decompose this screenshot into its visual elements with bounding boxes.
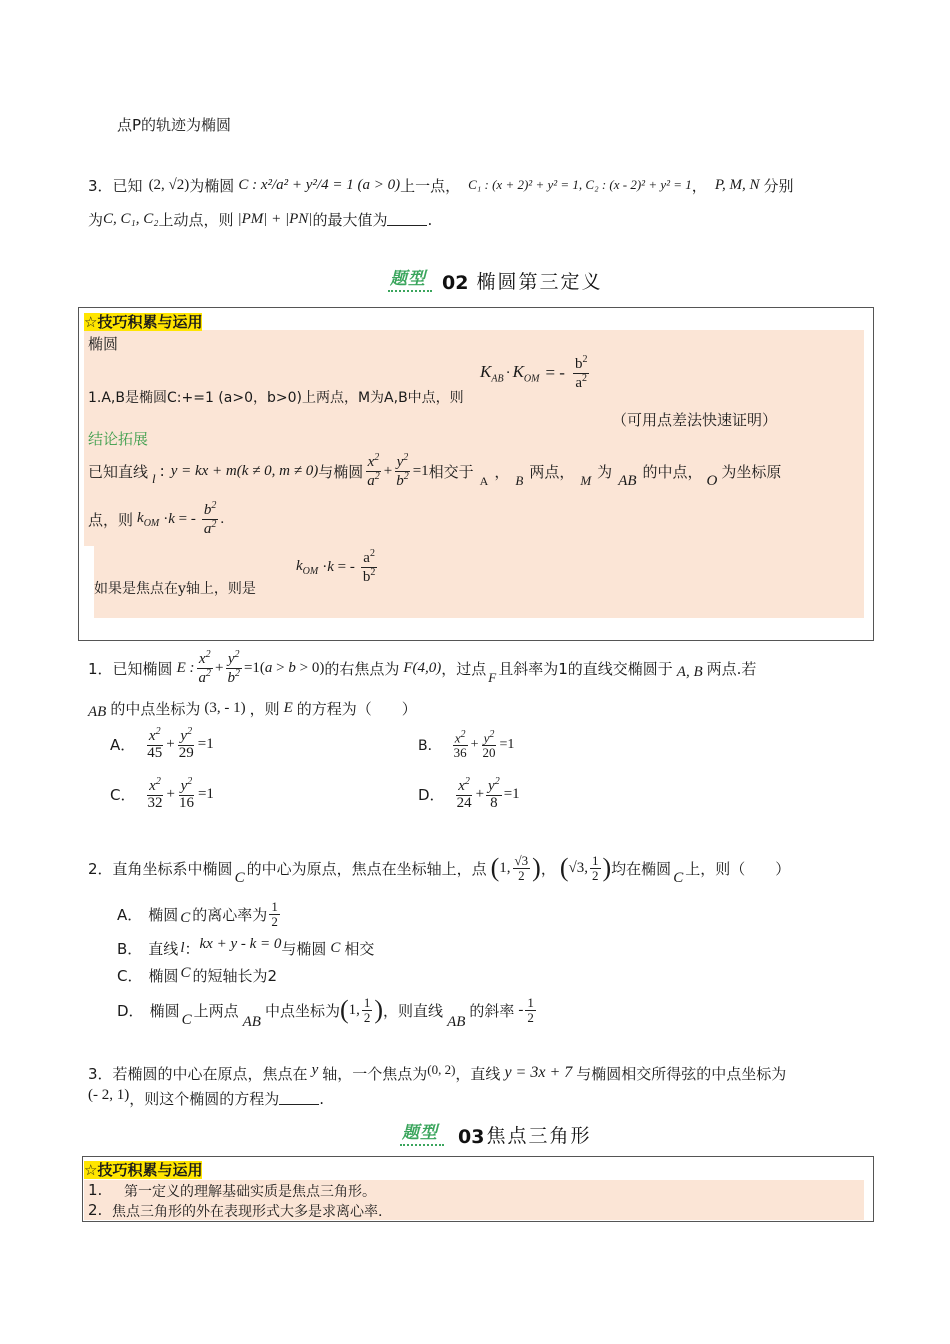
text: 上一点， xyxy=(400,176,461,195)
math-AB: AB xyxy=(88,703,107,720)
text: 椭圆 xyxy=(149,1001,180,1020)
question-2-line1: 2． 直角坐标系中椭圆 C 的中心为原点，焦点在坐标轴上，点 ( 1, $\frac{√3}{2}$ ) ， ( √3, $\frac{1}{2}$ ) 均在椭圆 C 上，则（ ） xyxy=(88,852,791,886)
text: 轴，一个焦点为 xyxy=(322,1064,428,1083)
math-M: M xyxy=(580,473,592,488)
answer-blank[interactable] xyxy=(279,1092,319,1105)
math-C: C xyxy=(180,965,191,981)
math-frac: $\frac{y^2}{b^2}$ xyxy=(227,648,240,686)
section-number: 02 xyxy=(442,272,469,294)
question-3-line1 xyxy=(88,1060,786,1086)
math-F: F(4,0) xyxy=(403,659,442,676)
section-text: 焦点三角形 xyxy=(486,1125,592,1147)
text: . xyxy=(427,210,433,229)
text: 且斜率为1的直线交椭圆于 xyxy=(498,659,673,678)
formula-kab-kom: $K_{AB}$ · $K_{OM}$ = - $\frac{b^2}{a^2}$ xyxy=(480,354,588,391)
text: ，直线 xyxy=(455,1064,501,1083)
question-number: 1． xyxy=(88,659,113,678)
item-number: 2. xyxy=(88,1201,103,1219)
text: 已知直线 xyxy=(88,462,149,481)
option-c[interactable]: C． $\frac{x^2}{32}$ + $\frac{y^2}{16}$ =1 xyxy=(110,776,214,811)
option-d[interactable]: D． $\frac{x^2}{24}$ + $\frac{y^2}{8}$ =1 xyxy=(418,776,520,811)
tips-heading xyxy=(84,311,202,332)
section-badge xyxy=(400,1118,450,1148)
text: 与椭圆 xyxy=(318,462,364,481)
text: ， xyxy=(691,176,707,195)
text: ， xyxy=(540,859,556,878)
math-F: F xyxy=(488,670,497,685)
text-line-top xyxy=(117,114,231,135)
text: 上，则（ ） xyxy=(685,859,791,878)
tips-line-4: 点，则 $k_{OM}$ ·k = - $\frac{b^2}{a^2}$ . xyxy=(88,499,225,537)
section-number: 03 xyxy=(458,1126,485,1148)
text: 上动点，则 xyxy=(158,211,234,229)
badge-underline xyxy=(400,1144,444,1146)
option-b[interactable] xyxy=(117,938,374,959)
answer-blank[interactable] xyxy=(387,213,427,226)
tips-heading xyxy=(84,1159,202,1180)
tips-note xyxy=(612,409,777,430)
math-line: y = 3x + 7 xyxy=(504,1064,573,1081)
question-number: 3． xyxy=(88,1064,113,1083)
math-point: (2, √2) xyxy=(148,176,190,193)
tips-item-2 xyxy=(88,1201,382,1221)
tips-line-3: 已知直线 l : y = kx + m(k ≠ 0, m ≠ 0) 与椭圆 $\frac{x^2}{a^2}$ + $\frac{y^2}{b^2}$ =1 相交于 A ， B 两点， M 为 AB 的中点， O 为坐标原 xyxy=(88,451,782,489)
math-C: C xyxy=(234,869,245,886)
section-text: 椭圆第三定义 xyxy=(476,271,603,293)
text: 两点， xyxy=(529,462,575,481)
text: 椭圆 xyxy=(148,967,179,985)
question-number: 3． xyxy=(88,176,113,195)
option-d[interactable]: D． 椭圆 C 上两点 AB 中点坐标为 ( 1, $\frac{1}{2}$ ) ，则直线 AB 的斜率 - $\frac{1}{2}$ xyxy=(117,994,534,1030)
text: 点P的轨迹为椭圆 xyxy=(117,116,232,134)
text: 与椭圆相交所得弦的中点坐标为 xyxy=(576,1064,787,1083)
text: 的中点坐标为 xyxy=(110,699,201,718)
math-y: y xyxy=(311,1061,319,1078)
math-line: kx + y - k = 0 xyxy=(199,936,282,952)
text: 的斜率 xyxy=(469,1001,515,1020)
math-point: (3, - 1) xyxy=(204,699,246,716)
text: 为 xyxy=(597,462,613,481)
math-C: C xyxy=(181,1011,192,1028)
tips-line xyxy=(88,333,118,354)
badge-underline xyxy=(388,290,432,292)
option-label: B． xyxy=(117,940,143,958)
text: 直线 xyxy=(148,940,179,958)
text: 的离心率为 xyxy=(192,905,268,924)
math-ellipse: C : x²/a² + y²/4 = 1 (a > 0) xyxy=(238,176,401,193)
badge-text: 题型 xyxy=(390,269,426,289)
math-circles: C₁ : (x + 2)² + y² = 1, C₂ : (x - 2)² + y² = 1 xyxy=(468,177,692,192)
math-B: B xyxy=(515,473,524,488)
text: 已知 xyxy=(112,176,143,195)
question-number: 2． xyxy=(88,859,113,878)
math-C: C xyxy=(673,869,684,886)
math-frac: $\frac{x^2}{a^2}$ xyxy=(367,451,380,489)
text: ： xyxy=(184,940,200,958)
text: 为 xyxy=(88,211,104,229)
text: 中点坐标为 xyxy=(264,1001,340,1020)
text: 椭圆 xyxy=(148,905,179,924)
option-label: B． xyxy=(418,737,442,754)
math-C: C xyxy=(330,940,341,956)
option-label: C． xyxy=(110,785,136,804)
math-l: l xyxy=(152,471,156,486)
conclusion-extension xyxy=(88,428,148,449)
question-1-line2 xyxy=(88,694,417,722)
math-frac: $\frac{x^2}{a^2}$ xyxy=(198,648,211,686)
option-a[interactable]: A． 椭圆 C 的离心率为 $\frac{1}{2}$ xyxy=(117,899,278,929)
text: 上两点 xyxy=(193,1001,239,1020)
tips-line xyxy=(88,387,464,407)
highlight-heading: ☆技巧积累与运用 xyxy=(84,1161,203,1179)
math-AB: AB xyxy=(618,472,637,489)
tips-line-5 xyxy=(94,578,256,598)
math-A: A xyxy=(479,473,489,488)
option-label: A． xyxy=(110,735,136,754)
badge-text: 题型 xyxy=(402,1123,438,1143)
question-3-prev-line1 xyxy=(88,170,794,200)
text: 焦点三角形的外在表现形式大多是求离心率. xyxy=(112,1204,383,1220)
text: 为坐标原 xyxy=(721,462,782,481)
math-O: O xyxy=(706,472,718,489)
section-title-03 xyxy=(400,1118,591,1148)
item-number: 1. xyxy=(88,1181,103,1199)
math-point: (- 2, 1) xyxy=(88,1087,130,1103)
math-sets: C, C₁, C₂ xyxy=(103,211,159,227)
text: 分别 xyxy=(763,176,794,195)
text: 第一定义的理解基础实质是焦点三角形。 xyxy=(124,1184,376,1200)
tips-item-1 xyxy=(88,1181,376,1201)
option-a[interactable]: A． $\frac{x^2}{45}$ + $\frac{y^2}{29}$ =1 xyxy=(110,726,214,761)
option-c[interactable] xyxy=(117,965,277,986)
option-b[interactable]: B． $\frac{x^2}{36}$ + $\frac{y^2}{20}$ =1 xyxy=(418,729,515,760)
text: ， xyxy=(494,462,510,481)
text: 均在椭圆 xyxy=(611,859,672,878)
text: 为椭圆 xyxy=(189,176,235,195)
text: 已知椭圆 xyxy=(112,659,173,678)
math-C: C xyxy=(180,909,191,926)
formula-y-axis: $k_{OM}$ ·k = - $\frac{a^2}{b^2}$ xyxy=(296,548,376,585)
text: 相交 xyxy=(344,940,375,958)
math-AB: AB xyxy=(447,1013,466,1030)
math-frac: $\frac{y^2}{b^2}$ xyxy=(396,451,409,489)
math-expr: |PM| + |PN| xyxy=(237,211,313,227)
text: 若椭圆的中心在原点，焦点在 xyxy=(112,1064,308,1083)
text: 的方程为（ ） xyxy=(296,699,417,718)
math-line: y = kx + m(k ≠ 0, m ≠ 0) xyxy=(170,462,319,479)
question-3-prev-line2 xyxy=(88,209,432,230)
text: ，过点 xyxy=(441,659,487,678)
text: 与椭圆 xyxy=(281,940,327,958)
text: （可用点差法快速证明） xyxy=(612,411,778,429)
option-label: D． xyxy=(117,1001,144,1020)
text: 的短轴长为2 xyxy=(192,967,278,985)
question-3-line2 xyxy=(88,1088,324,1109)
text: 结论拓展 xyxy=(88,430,149,448)
text: 点，则 xyxy=(88,510,134,529)
option-label: A． xyxy=(117,905,143,924)
text: 两点.若 xyxy=(706,659,757,678)
text: 的右焦点为 xyxy=(324,659,400,678)
text: 的最大值为 xyxy=(312,211,388,229)
text: 直角坐标系中椭圆 xyxy=(112,859,233,878)
math-frac: $\frac{a^2}{b^2}$ xyxy=(362,548,376,585)
math-frac: $\frac{b^2}{a^2}$ xyxy=(203,499,217,537)
math-AB: AB xyxy=(242,1013,261,1030)
section-title-02 xyxy=(388,264,602,294)
text: ，则 xyxy=(249,699,280,718)
option-label: C． xyxy=(117,967,143,985)
text: 椭圆 xyxy=(88,335,119,353)
math-AB: A, B xyxy=(676,663,703,680)
text: 相交于 xyxy=(428,462,474,481)
text: 的中点， xyxy=(642,462,703,481)
text: 的中心为原点，焦点在坐标轴上，点 xyxy=(246,859,487,878)
math-l: l xyxy=(180,940,185,956)
text: ，则直线 xyxy=(383,1001,444,1020)
math-points: P, M, N xyxy=(714,176,760,193)
section-badge xyxy=(388,264,438,294)
math-E: E xyxy=(283,699,293,716)
option-label: D． xyxy=(418,785,445,804)
math-point: (0, 2) xyxy=(427,1062,456,1077)
text: . xyxy=(319,1089,325,1108)
question-1-line1: 1． 已知椭圆 E : $\frac{x^2}{a^2}$ + $\frac{y^2}{b^2}$ =1(a > b > 0) 的右焦点为 F(4,0) ，过点 F 且斜率为1的直线交椭圆于 A, B 两点.若 xyxy=(88,648,757,686)
text: ，则这个椭圆的方程为 xyxy=(129,1090,280,1108)
highlight-heading: ☆技巧积累与运用 xyxy=(84,313,203,331)
text: 1.A,B是椭圆C:+=1 (a>0，b>0)上两点，M为A,B中点，则 xyxy=(88,390,464,406)
text: 如果是焦点在y轴上，则是 xyxy=(94,581,256,597)
